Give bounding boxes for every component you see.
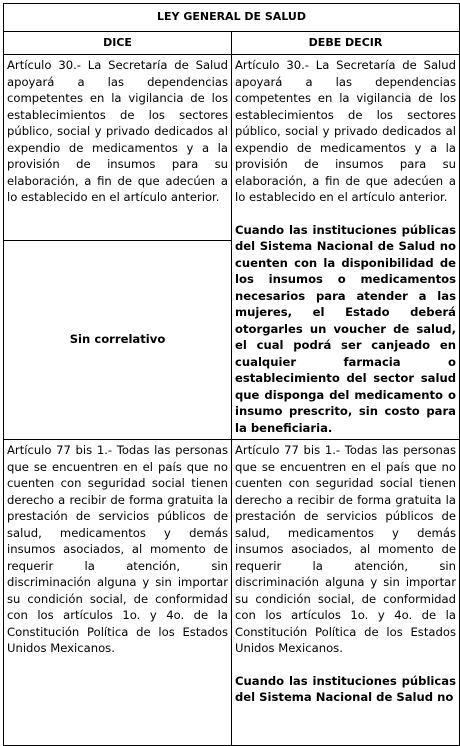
article-text: Artículo 77 bis 1.- Todas las personas que se encuentren en el país que no cuenten con seguridad social tienen derecho a recibir de forma gratuita la prestación de servicios públicos de salud, medicamentos y demás insumos asociados, al momento de requerir la atención, sin discriminación alguna y sin importar su condición social, de conformidad con los artículos 1o. y 4o. de la Constitución Política de los Estados Unidos Mexicanos. [7,443,228,655]
comparison-table [3,3,460,746]
cell-debe-decir-articulo-77 [232,440,460,746]
cell-debe-decir-articulo-30 [232,55,460,440]
cell-sin-correlativo: Sin correlativo [4,241,232,440]
article-text: Artículo 30.- La Secretaría de Salud apoyará a las dependencias competentes en la vigilancia de los establecimientos de los sectores público, social y privado dedicados al expendio de medicamentos y a la provisión de insumos para su elaboración, a fin de que adecúen a lo establecido en el artículo anterior. [7,58,228,204]
added-paragraph: Cuando las instituciones públicas del Sistema Nacional de Salud no [235,673,456,704]
title-row [4,4,460,32]
cell-dice-articulo-30 [4,55,232,241]
table-row-articulo-77-bis-1 [4,440,460,746]
added-paragraph: Cuando las instituciones públicas del Sistema Nacional de Salud no cuenten con la disponibilidad de los insumos o medicamentos necesarios para atender a las mujeres, el Estado deberá otorgarles un voucher de salud, el cual podrá ser canjeado en cualquier farmacia o establecimiento del sector salud que disponga del medicamento o insumo prescrito, sin costo para la beneficiaria. [235,222,456,435]
column-header-debe-decir: DEBE DECIR [232,32,460,55]
article-text: Artículo 30.- La Secretaría de Salud apoyará a las dependencias competentes en la vigilancia de los establecimientos de los sectores público, social y privado dedicados al expendio de medicamentos y a la provisión de insumos para su elaboración, a fin de que adecúen a lo establecido en el artículo anterior. [235,58,456,204]
article-text: Artículo 77 bis 1.- Todas las personas que se encuentren en el país que no cuenten con seguridad social tienen derecho a recibir de forma gratuita la prestación de servicios públicos de salud, medicamentos y demás insumos asociados, al momento de requerir la atención, sin discriminación alguna y sin importar su condición social, de conformidad con los artículos 1o. y 4o. de la Constitución Política de los Estados Unidos Mexicanos. [235,443,456,655]
column-header-dice: DICE [4,32,232,55]
cell-dice-articulo-77 [4,440,232,746]
header-row [4,32,460,55]
table-title: LEY GENERAL DE SALUD [4,4,460,32]
table-row-articulo-30 [4,55,460,241]
